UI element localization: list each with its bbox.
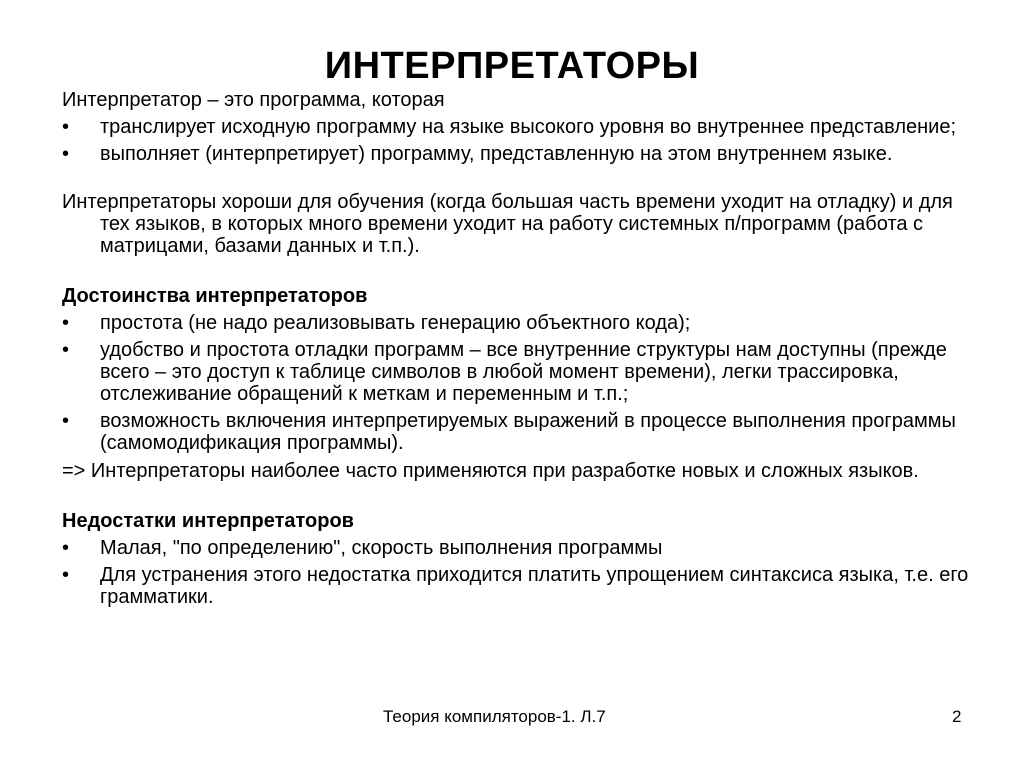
bullet-icon: • [62, 410, 70, 432]
bullet-icon: • [62, 339, 70, 361]
footer-course-title: Теория компиляторов-1. Л.7 [383, 707, 606, 726]
advantages-conclusion: => Интерпретаторы наиболее часто применяются при разработке новых и сложных языков. [62, 460, 919, 482]
intro-bullet-text: выполняет (интерпретирует) программу, представленную на этом внутреннем языке. [100, 143, 893, 165]
advantage-bullet-text: удобство и простота отладки программ – все внутренние структуры нам доступны (прежде всего – это доступ к таблице символов в любой момент времени), легки трассировка, отслеживание обращений к меткам и переменным и т.п.; [100, 339, 947, 405]
advantage-bullet-text: простота (не надо реализовывать генерацию объектного кода); [100, 312, 691, 334]
advantage-bullet-item [62, 312, 972, 334]
page-number: 2 [952, 707, 962, 726]
bullet-icon: • [62, 143, 70, 165]
advantage-bullet-text: возможность включения интерпретируемых выражений в процессе выполнения программы (самомодификация программы). [100, 410, 956, 454]
advantages-heading: Достоинства интерпретаторов [62, 285, 368, 307]
intro-bullet-item [62, 143, 972, 165]
bullet-icon: • [62, 116, 70, 138]
disadvantages-heading: Недостатки интерпретаторов [62, 510, 354, 532]
advantage-bullet-item [62, 410, 972, 454]
slide-title: ИНТЕРПРЕТАТОРЫ [324, 45, 700, 87]
intro-bullet-item [62, 116, 972, 138]
disadvantage-bullet-text: Малая, "по определению", скорость выполнения программы [100, 537, 663, 559]
disadvantage-bullet-item [62, 564, 972, 608]
disadvantage-bullet-item [62, 537, 972, 559]
bullet-icon: • [62, 564, 70, 586]
bullet-icon: • [62, 537, 70, 559]
disadvantage-bullet-text: Для устранения этого недостатка приходится платить упрощением синтаксиса языка, т.е. его грамматики. [100, 564, 969, 608]
intro-lead: Интерпретатор – это программа, которая [62, 89, 445, 111]
slide-content [62, 89, 972, 608]
intro-bullet-text: транслирует исходную программу на языке высокого уровня во внутреннее представление; [100, 116, 957, 138]
usage-paragraph: Интерпретаторы хороши для обучения (когда большая часть времени уходит на отладку) и для тех языков, в которых много времени уходит на работу системных п/программ (работа с матрицами, базами данных и т.п.). [62, 191, 953, 257]
advantage-bullet-item [62, 339, 972, 405]
bullet-icon: • [62, 312, 70, 334]
